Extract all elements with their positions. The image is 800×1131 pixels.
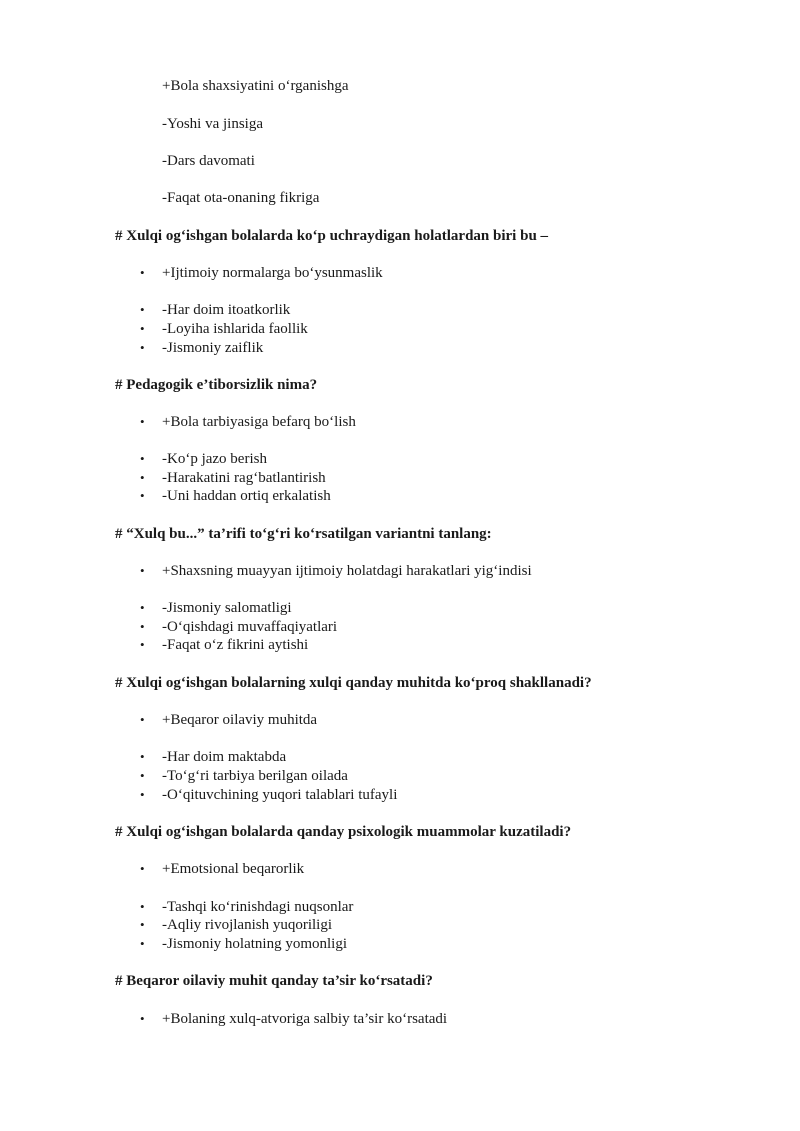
option-text: +Ijtimoiy normalarga bo‘ysunmaslik — [162, 265, 383, 281]
option-text: -Har doim itoatkorlik — [162, 302, 291, 318]
bullet-icon: • — [140, 861, 145, 876]
question-heading: # Beqaror oilaviy muhit qanday ta’sir ko‘rsatadi? — [115, 973, 433, 989]
answer-option — [140, 636, 308, 654]
option-text: -Ko‘p jazo berish — [162, 451, 267, 467]
bullet-icon: • — [140, 936, 145, 951]
option-text: -Har doim maktabda — [162, 749, 287, 765]
bullet-icon: • — [140, 470, 145, 485]
answer-option: -Yoshi va jinsiga — [162, 116, 263, 132]
bullet-icon: • — [140, 302, 145, 317]
answer-option — [140, 599, 292, 617]
bullet-icon: • — [140, 340, 145, 355]
answer-option — [140, 618, 337, 636]
bullet-icon: • — [140, 321, 145, 336]
question-heading: # “Xulq bu...” ta’rifi to‘g‘ri ko‘rsatilgan variantni tanlang: — [115, 526, 492, 542]
answer-option — [140, 935, 347, 953]
answer-option — [140, 898, 353, 916]
bullet-icon: • — [140, 768, 145, 783]
bullet-icon: • — [140, 899, 145, 914]
answer-option: +Bola shaxsiyatini o‘rganishga — [162, 78, 349, 94]
answer-option — [140, 562, 532, 580]
bullet-icon: • — [140, 787, 145, 802]
answer-option — [140, 487, 331, 505]
answer-option — [140, 450, 267, 468]
answer-option: -Dars davomati — [162, 153, 255, 169]
bullet-icon: • — [140, 619, 145, 634]
bullet-icon: • — [140, 414, 145, 429]
bullet-icon: • — [140, 563, 145, 578]
answer-option — [140, 413, 356, 431]
option-text: +Shaxsning muayyan ijtimoiy holatdagi harakatlari yig‘indisi — [162, 563, 532, 579]
question-heading: # Xulqi og‘ishgan bolalarda qanday psixologik muammolar kuzatiladi? — [115, 824, 572, 840]
option-text: +Bolaning xulq-atvoriga salbiy ta’sir ko‘rsatadi — [162, 1011, 448, 1027]
answer-option — [140, 339, 263, 357]
option-text: -Uni haddan ortiq erkalatish — [162, 488, 331, 504]
answer-option — [140, 711, 317, 729]
option-text: +Beqaror oilaviy muhitda — [162, 712, 318, 728]
option-text: -Faqat o‘z fikrini aytishi — [162, 637, 309, 653]
option-text: -Harakatini rag‘batlantirish — [162, 470, 326, 486]
answer-option — [140, 1010, 447, 1028]
answer-option — [140, 767, 348, 785]
bullet-icon: • — [140, 637, 145, 652]
option-text: -O‘qishdagi muvaffaqiyatlari — [162, 619, 338, 635]
answer-option: -Faqat ota-onaning fikriga — [162, 190, 320, 206]
answer-option — [140, 264, 383, 282]
answer-option — [140, 320, 308, 338]
option-text: -To‘g‘ri tarbiya berilgan oilada — [162, 768, 348, 784]
option-text: +Bola tarbiyasiga befarq bo‘lish — [162, 414, 356, 430]
bullet-icon: • — [140, 488, 145, 503]
bullet-icon: • — [140, 1011, 145, 1026]
answer-option — [140, 469, 326, 487]
answer-option — [140, 301, 290, 319]
question-heading: # Xulqi og‘ishgan bolalarning xulqi qanday muhitda ko‘proq shakllanadi? — [115, 675, 592, 691]
option-text: +Emotsional beqarorlik — [162, 861, 305, 877]
answer-option — [140, 916, 332, 934]
bullet-icon: • — [140, 600, 145, 615]
option-text: -Loyiha ishlarida faollik — [162, 321, 308, 337]
answer-option — [140, 860, 304, 878]
answer-option — [140, 786, 397, 804]
option-text: -Jismoniy holatning yomonligi — [162, 936, 348, 952]
bullet-icon: • — [140, 265, 145, 280]
option-text: -Jismoniy salomatligi — [162, 600, 292, 616]
bullet-icon: • — [140, 917, 145, 932]
option-text: -Tashqi ko‘rinishdagi nuqsonlar — [162, 899, 354, 915]
question-heading: # Xulqi og‘ishgan bolalarda ko‘p uchraydigan holatlardan biri bu – — [115, 228, 549, 244]
bullet-icon: • — [140, 712, 145, 727]
question-heading: # Pedagogik e’tiborsizlik nima? — [115, 377, 318, 393]
option-text: -O‘qituvchining yuqori talablari tufayli — [162, 787, 398, 803]
bullet-icon: • — [140, 749, 145, 764]
option-text: -Aqliy rivojlanish yuqoriligi — [162, 917, 332, 933]
option-text: -Jismoniy zaiflik — [162, 340, 264, 356]
bullet-icon: • — [140, 451, 145, 466]
answer-option — [140, 748, 286, 766]
